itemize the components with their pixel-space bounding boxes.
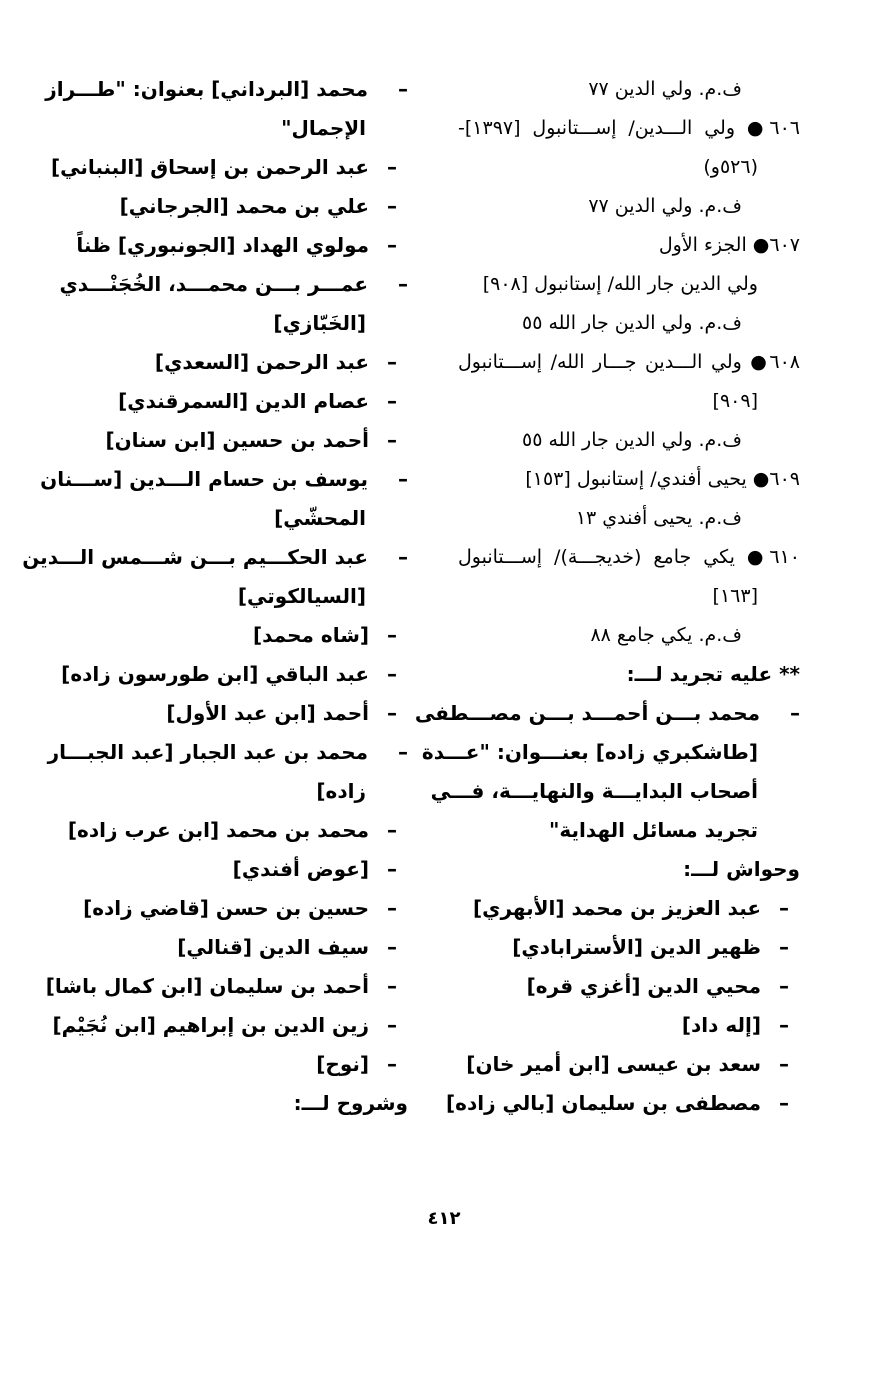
text-line xyxy=(78,928,408,967)
list-dash: – xyxy=(387,350,397,374)
text-line xyxy=(78,226,408,265)
text-line xyxy=(458,889,800,928)
text-line xyxy=(78,616,408,655)
text-line xyxy=(78,109,408,148)
text-line xyxy=(78,1084,408,1123)
list-dash: – xyxy=(398,740,408,764)
list-dash: – xyxy=(387,155,397,179)
line-text: يوسف بن حسام الـــدين [ســـنان xyxy=(40,467,368,491)
list-dash: – xyxy=(387,233,397,257)
line-text: ٦١٠● يكي جامع (خديجـــة)/ إســـتانبول xyxy=(458,546,800,568)
text-line xyxy=(78,304,408,343)
text-line xyxy=(78,382,408,421)
line-text: وشروح لـــ: xyxy=(293,1091,408,1115)
line-text: مولوي الهداد [الجونبوري] ظناً xyxy=(76,233,370,257)
list-dash: – xyxy=(387,818,397,842)
line-text: عمـــر بـــن محمـــد، الخُجَنْـــدي xyxy=(59,272,368,296)
line-text: أحمد [ابن عبد الأول] xyxy=(166,701,370,725)
list-dash: – xyxy=(387,857,397,881)
list-dash: – xyxy=(779,1091,789,1115)
text-line xyxy=(78,772,408,811)
list-dash: – xyxy=(387,896,397,920)
text-line xyxy=(458,460,800,499)
list-dash: – xyxy=(387,389,397,413)
text-line xyxy=(47,733,408,772)
line-text: عبد الباقي [ابن طورسون زاده] xyxy=(61,662,370,686)
text-line xyxy=(78,187,408,226)
list-dash: – xyxy=(387,428,397,452)
line-text: عبد العزيز بن محمد [الأبهري] xyxy=(472,896,762,920)
list-dash: – xyxy=(790,701,800,725)
line-text: أحمد بن حسين [ابن سنان] xyxy=(105,428,370,452)
list-dash: – xyxy=(387,194,397,218)
line-text: [نوح] xyxy=(316,1052,370,1076)
line-text: ف.م. ولي الدين جار الله ٥٥ xyxy=(521,312,742,334)
line-text: [٩٠٩] xyxy=(712,390,758,412)
text-line xyxy=(458,421,800,460)
line-text: [السيالكوتي] xyxy=(237,584,366,608)
text-line xyxy=(458,928,800,967)
line-text: علي بن محمد [الجرجاني] xyxy=(119,194,370,218)
text-line xyxy=(78,499,408,538)
line-text: عصام الدين [السمرقندي] xyxy=(118,389,370,413)
list-dash: – xyxy=(779,935,789,959)
line-text: [طاشكبري زاده] بعنـــوان: "عـــدة xyxy=(421,740,758,764)
line-text: عبد الرحمن [السعدي] xyxy=(154,350,370,374)
text-line xyxy=(61,655,408,694)
text-line xyxy=(45,967,408,1006)
line-text: أصحاب البدايـــة والنهايـــة، فـــي xyxy=(430,779,758,803)
text-line xyxy=(78,850,408,889)
text-line xyxy=(458,538,800,577)
text-line xyxy=(458,304,800,343)
list-dash: – xyxy=(779,1013,789,1037)
list-dash: – xyxy=(387,623,397,647)
line-text: ولي الدين جار الله/ إستانبول [٩٠٨] xyxy=(482,273,758,295)
text-line xyxy=(458,187,800,226)
line-text: سعد بن عيسى [ابن أمير خان] xyxy=(466,1052,762,1076)
text-line xyxy=(78,694,408,733)
text-line xyxy=(421,733,800,772)
page-number: ٤١٢ xyxy=(427,1208,461,1229)
line-text: [إله داد] xyxy=(681,1013,762,1037)
text-line xyxy=(50,148,408,187)
text-line xyxy=(446,1084,800,1123)
list-dash: – xyxy=(398,545,408,569)
line-text: ٦٠٧● الجزء الأول xyxy=(658,234,800,256)
text-line xyxy=(78,421,408,460)
text-line xyxy=(458,616,800,655)
line-text: مصطفى بن سليمان [بالي زاده] xyxy=(446,1091,762,1115)
line-text: ف.م. يكي جامع ٨٨ xyxy=(590,624,742,646)
line-text: ف.م. يحيى أفندي ١٣ xyxy=(575,507,742,529)
text-line xyxy=(458,577,800,616)
line-text: [شاه محمد] xyxy=(253,623,370,647)
text-line xyxy=(458,265,800,304)
text-line xyxy=(458,70,800,109)
list-dash: – xyxy=(779,974,789,998)
text-line xyxy=(78,1045,408,1084)
right-column xyxy=(414,70,800,1123)
line-text: ٦٠٩● يحيى أفندي/ إستانبول [١٥٣] xyxy=(525,468,800,490)
line-text: محمد بن محمد [ابن عرب زاده] xyxy=(67,818,370,842)
list-dash: – xyxy=(779,1052,789,1076)
line-text: ٦٠٨● ولي الـــدين جـــار الله/ إســـتانبول xyxy=(458,351,800,373)
text-line xyxy=(458,850,800,889)
list-dash: – xyxy=(387,701,397,725)
text-line xyxy=(59,265,408,304)
line-text: ف.م. ولي الدين ٧٧ xyxy=(588,78,742,100)
text-line xyxy=(458,226,800,265)
list-dash: – xyxy=(398,77,408,101)
text-line xyxy=(458,1045,800,1084)
line-text: ٦٠٦● ولي الـــدين/ إســـتانبول [١٣٩٧]- xyxy=(458,117,800,139)
left-column xyxy=(22,70,408,1123)
text-line xyxy=(458,148,800,187)
line-text: (٥٢٦و) xyxy=(703,156,758,178)
line-text: أحمد بن سليمان [ابن كمال باشا] xyxy=(45,974,370,998)
line-text: محمد بـــن أحمـــد بـــن مصـــطفى xyxy=(414,701,760,725)
line-text: محيي الدين [أغزي قره] xyxy=(526,974,762,998)
text-line xyxy=(78,343,408,382)
line-text: زاده] xyxy=(316,779,366,803)
text-line xyxy=(40,460,408,499)
line-text: عبد الحكـــيم بـــن شـــمس الـــدين xyxy=(22,545,368,569)
list-dash: – xyxy=(398,272,408,296)
list-dash: – xyxy=(398,467,408,491)
line-text: الإجمال" xyxy=(281,116,366,140)
text-line xyxy=(458,967,800,1006)
line-text: عبد الرحمن بن إسحاق [البنباني] xyxy=(50,155,370,179)
line-text: [عوض أفندي] xyxy=(232,857,370,881)
line-text: محمد [البرداني] بعنوان: "طـــراز xyxy=(45,77,368,101)
list-dash: – xyxy=(387,662,397,686)
line-text: [١٦٣] xyxy=(712,585,758,607)
line-text: وحواش لـــ: xyxy=(683,857,800,881)
line-text: تجريد مسائل الهداية" xyxy=(549,818,758,842)
line-text: المحشّي] xyxy=(274,506,366,530)
line-text: سيف الدين [قنالي] xyxy=(177,935,370,959)
line-text: ** عليه تجريد لـــ: xyxy=(626,662,800,686)
list-dash: – xyxy=(387,1052,397,1076)
line-text: [الخَبّازي] xyxy=(273,311,366,335)
text-line xyxy=(430,772,800,811)
line-text: ظهير الدين [الأسترابادي] xyxy=(512,935,762,959)
text-line xyxy=(414,694,800,733)
text-line xyxy=(458,655,800,694)
line-text: محمد بن عبد الجبار [عبد الجبـــار xyxy=(47,740,368,764)
text-line xyxy=(78,577,408,616)
text-line xyxy=(458,343,800,382)
list-dash: – xyxy=(387,935,397,959)
text-line xyxy=(45,70,408,109)
text-line xyxy=(78,889,408,928)
text-line xyxy=(67,811,408,850)
text-line xyxy=(458,109,800,148)
text-line xyxy=(52,1006,408,1045)
line-text: زين الدين بن إبراهيم [ابن نُجَيْم] xyxy=(52,1013,370,1037)
line-text: ف.م. ولي الدين ٧٧ xyxy=(588,195,742,217)
text-line xyxy=(458,382,800,421)
line-text: ف.م. ولي الدين جار الله ٥٥ xyxy=(521,429,742,451)
line-text: حسين بن حسن [قاضي زاده] xyxy=(83,896,370,920)
text-line xyxy=(458,811,800,850)
text-line xyxy=(458,499,800,538)
list-dash: – xyxy=(387,974,397,998)
list-dash: – xyxy=(387,1013,397,1037)
text-line xyxy=(22,538,408,577)
list-dash: – xyxy=(779,896,789,920)
text-line xyxy=(458,1006,800,1045)
